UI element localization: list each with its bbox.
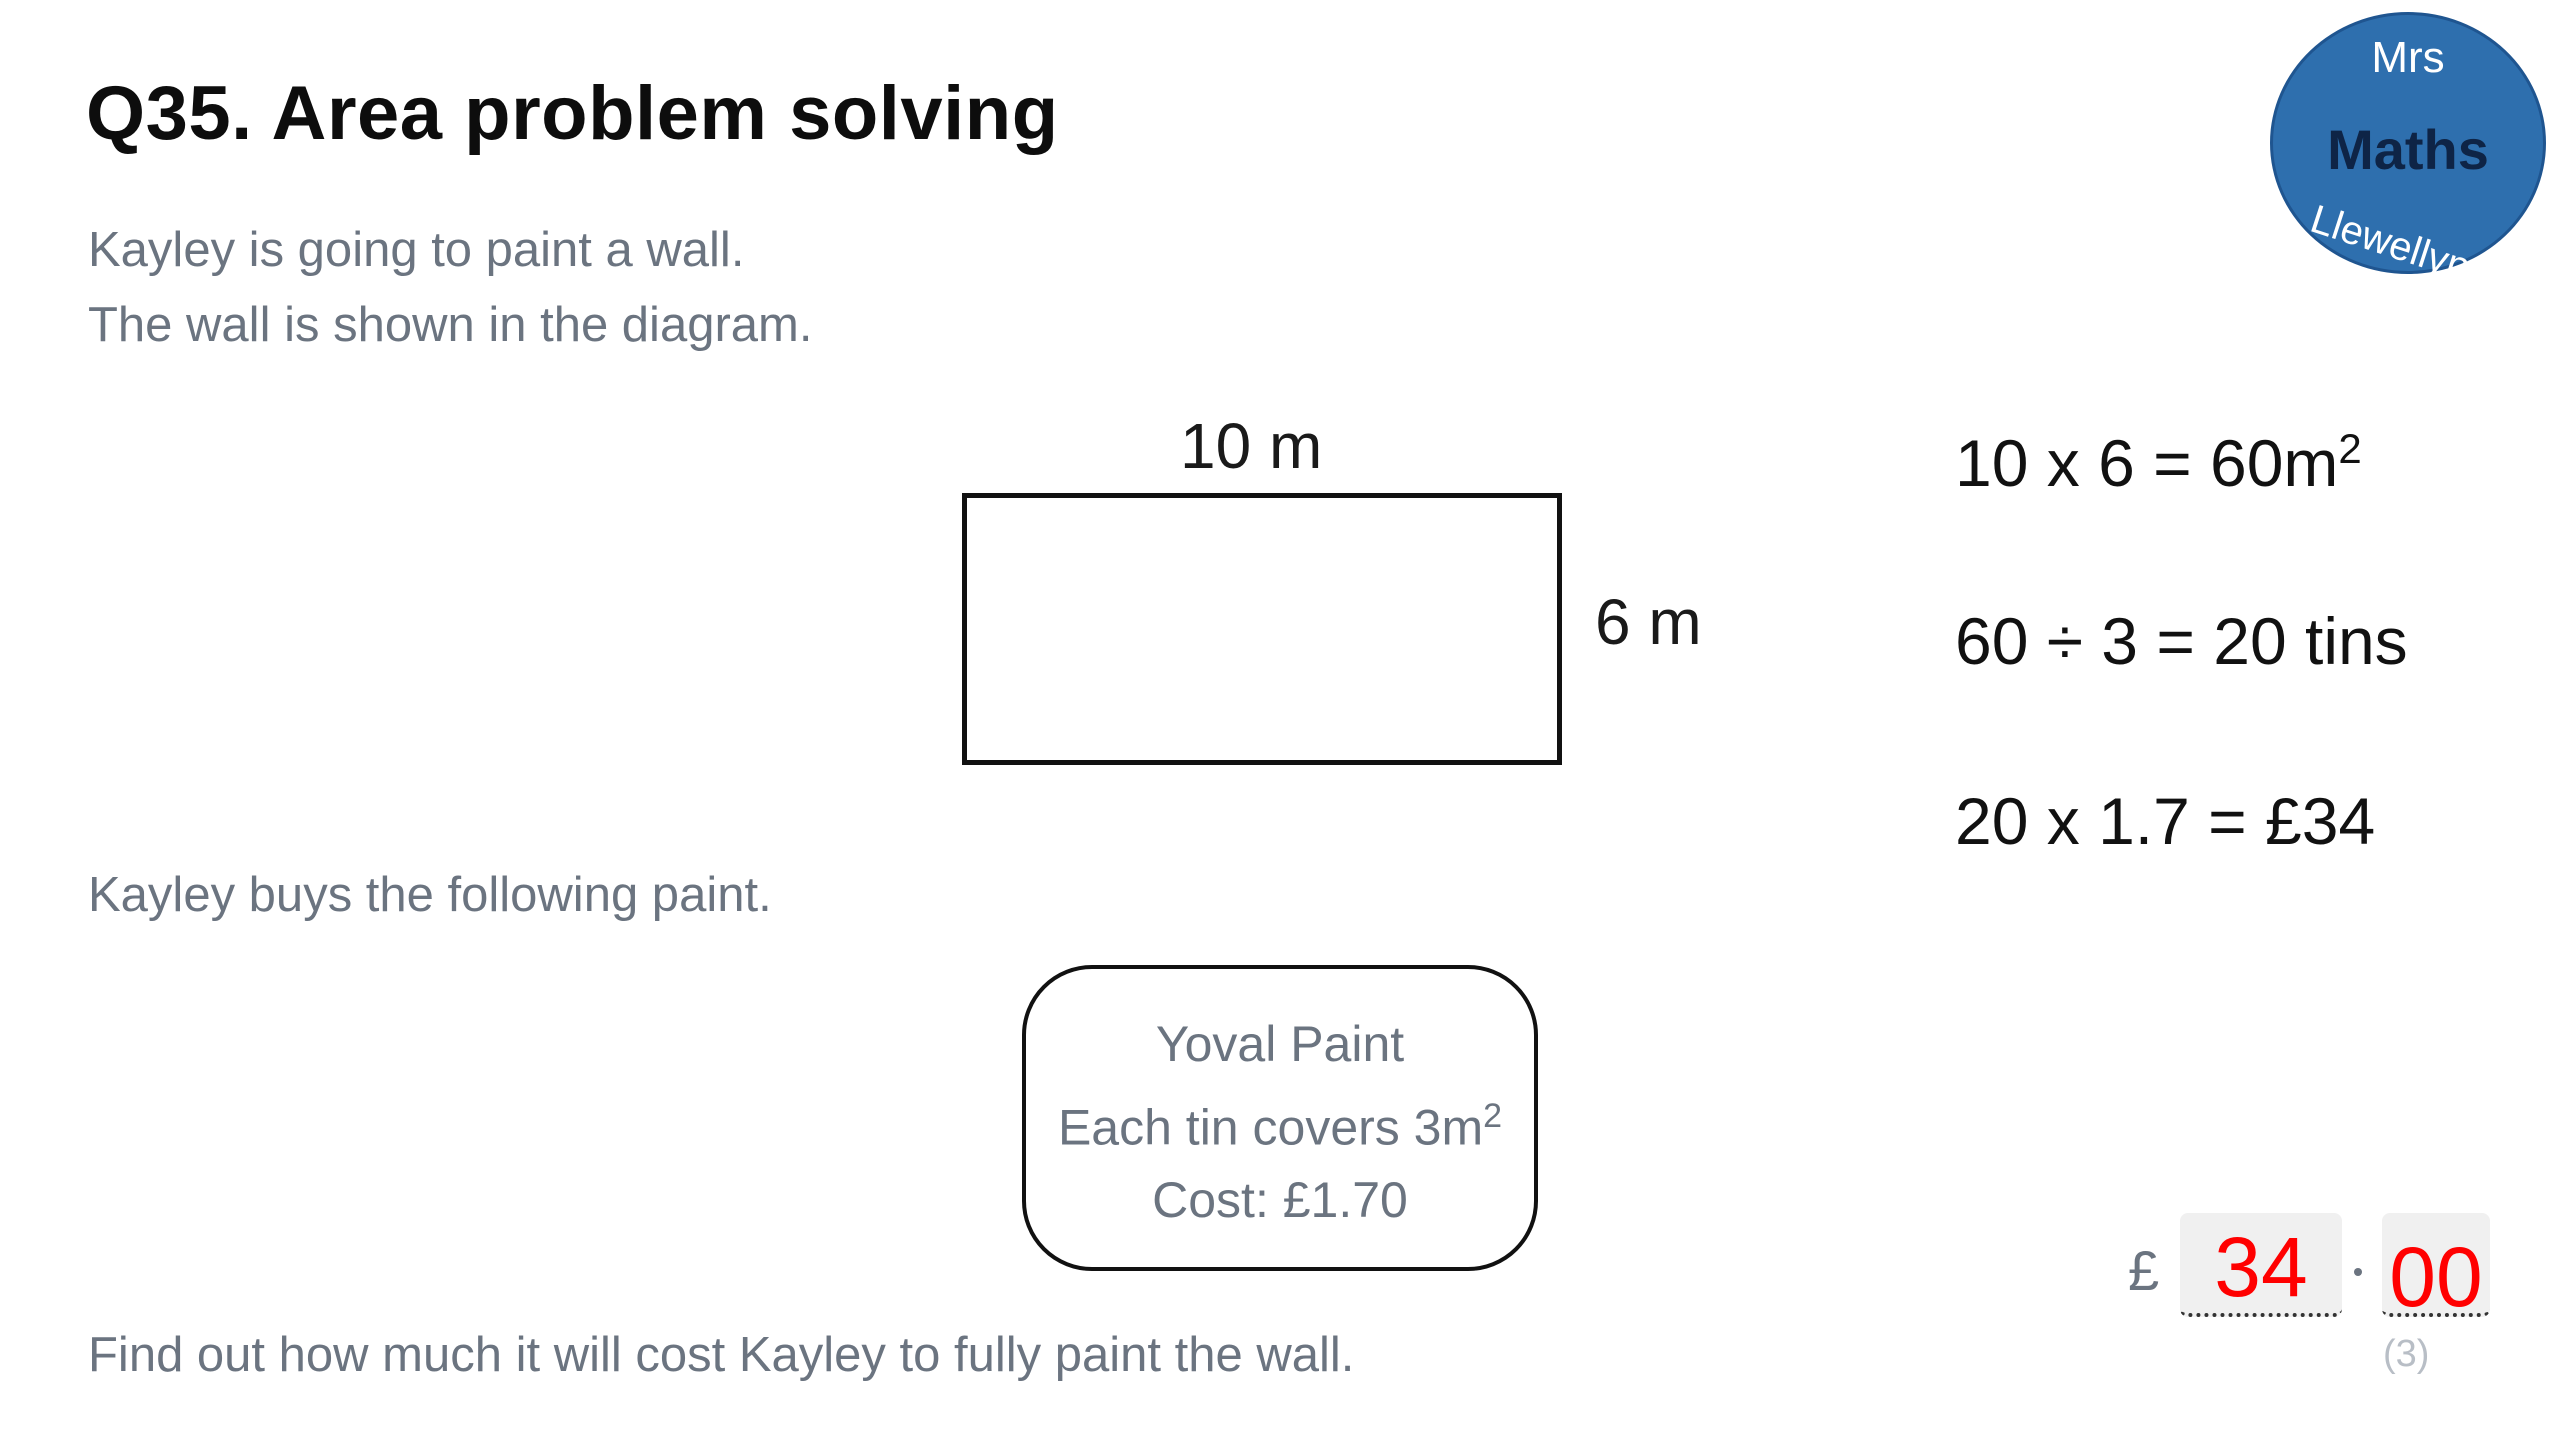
intro-line-1: Kayley is going to paint a wall. — [88, 223, 745, 277]
decimal-point — [2354, 1268, 2362, 1276]
working-line-area — [1955, 425, 2362, 500]
mrs-maths-llewellyn-logo — [2270, 12, 2546, 290]
logo-text-llewellyn: Llewellyn — [2305, 197, 2476, 290]
paint-name: Yoval Paint — [1155, 1016, 1405, 1072]
working-line-tins: 60 ÷ 3 = 20 tins — [1955, 604, 2408, 678]
paint-cost: Cost: £1.70 — [1152, 1172, 1408, 1228]
wall-rectangle — [962, 493, 1562, 765]
wall-height-label: 6 m — [1595, 586, 1702, 658]
answer-pounds-field[interactable]: 34 — [2180, 1213, 2342, 1317]
logo-text-mrs: Mrs — [2371, 33, 2445, 82]
wall-width-label: 10 m — [1180, 410, 1323, 482]
paint-coverage — [1026, 1097, 1534, 1156]
working-line-area-text: 10 x 6 = 60m — [1955, 426, 2339, 500]
logo-text-maths: Maths — [2327, 118, 2489, 181]
pound-sign: £ — [2128, 1239, 2160, 1302]
paint-info-box — [1022, 965, 1538, 1271]
working-line-cost: 20 x 1.7 = £34 — [1955, 784, 2376, 858]
paint-coverage-superscript: 2 — [1483, 1097, 1503, 1135]
question-prompt: Find out how much it will cost Kayley to fully paint the wall. — [88, 1328, 1355, 1382]
question-title: Q35. Area problem solving — [86, 71, 1059, 156]
working-line-area-superscript: 2 — [2338, 425, 2362, 472]
intro-line-2: The wall is shown in the diagram. — [88, 298, 813, 352]
paint-coverage-text: Each tin covers 3m — [1057, 1099, 1484, 1156]
answer-pence-field[interactable]: 00 — [2382, 1213, 2490, 1317]
marks-label: (3) — [2383, 1333, 2430, 1375]
buys-paint-text: Kayley buys the following paint. — [88, 868, 772, 922]
